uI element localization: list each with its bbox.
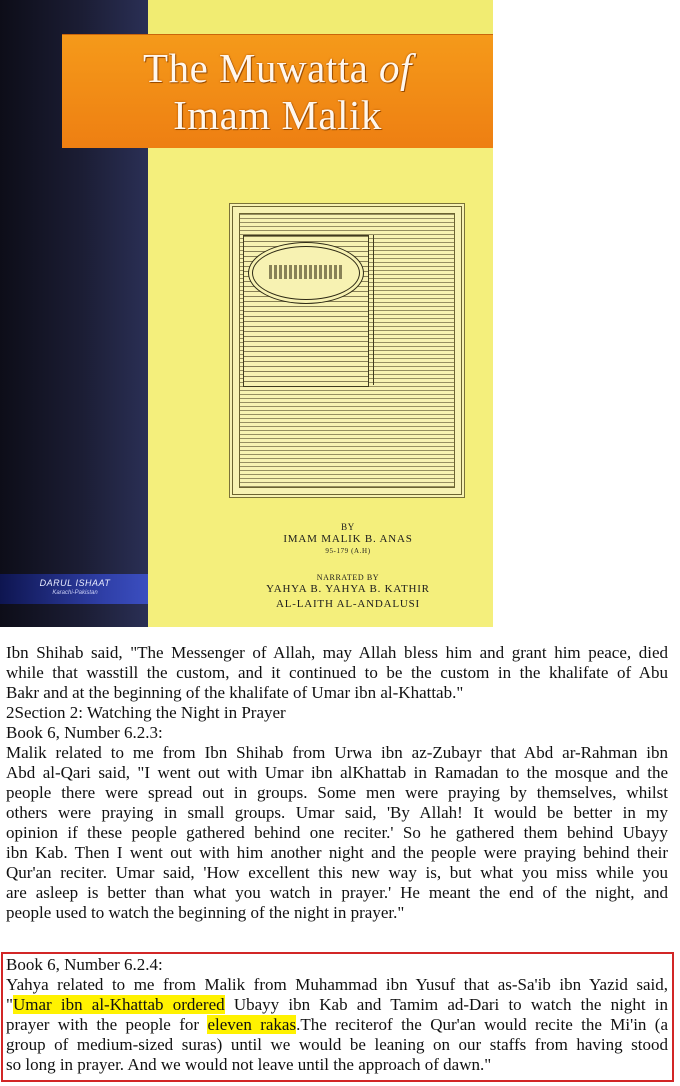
- text-fragment: prayer with the people for: [6, 1015, 208, 1034]
- manuscript-left-panel: [243, 235, 369, 387]
- publisher-location: Karachi-Pakistan: [52, 590, 98, 596]
- document-text: [6, 643, 668, 923]
- text-line: people used to watch the beginning of the night in prayer.": [6, 903, 405, 922]
- text-line: others were praying in small groups. Umar said, 'By Allah! It would be better in my: [6, 803, 668, 822]
- text-line: opinion if these people gathered behind one reciter.' So he gathered them behind Ubayy: [6, 823, 668, 842]
- text-fragment: ": [6, 995, 13, 1014]
- highlighted-phrase: eleven rakas: [207, 1015, 297, 1034]
- text-line: ibn Kab. Then I went out with him another night and the people were praying behind their: [6, 843, 668, 862]
- manuscript-oval-cartouche: [252, 246, 360, 300]
- text-line: Abd al-Qari said, "I went out with Umar ibn alKhattab in Ramadan to the mosque and the: [6, 763, 668, 782]
- cover-narrator-line2: AL-LAITH AL-ANDALUSI: [275, 598, 420, 610]
- text-line: Bakr and at the beginning of the khalifate of Umar ibn al-Khattab.": [6, 683, 464, 702]
- text-line: Yahya related to me from Malik from Muhammad ibn Yusuf that as-Sa'ib ibn Yazid said,: [6, 975, 668, 994]
- paragraph-ibn-shihab: [6, 643, 668, 703]
- boxed-passage: [6, 955, 668, 1075]
- cover-title-line1: [62, 47, 493, 89]
- manuscript-right-column: [373, 235, 440, 385]
- text-line: group of medium-sized suras) until we would be leaning on our staffs from having stood: [6, 1035, 668, 1054]
- text-line: Ibn Shihab said, "The Messenger of Allah, may Allah bless him and grant him peace, died: [6, 643, 668, 662]
- text-line: [6, 995, 668, 1015]
- manuscript-page-illustration: [232, 206, 462, 495]
- cover-title-line2: Imam Malik: [173, 92, 382, 138]
- cover-title-text: The Muwatta: [143, 45, 380, 91]
- book-reference: Book 6, Number 6.2.3:: [6, 723, 163, 742]
- book-cover-image: [0, 0, 493, 627]
- text-line: are asleep is better than what you watch in prayer.' He meant the end of the night, and: [6, 883, 668, 902]
- text-line: Qur'an reciter. Umar said, 'How excellent this new way is, but what you miss while you: [6, 863, 668, 882]
- text-fragment: Ubayy ibn Kab and Tamim ad-Dari to watch the night in: [224, 995, 668, 1014]
- text-line: [6, 1015, 668, 1035]
- text-line: Malik related to me from Ibn Shihab from Urwa ibn az-Zubayr that Abd ar-Rahman ibn: [6, 743, 668, 762]
- book-reference: Book 6, Number 6.2.4:: [6, 955, 163, 974]
- publisher-strip: [0, 574, 148, 604]
- text-fragment: .The reciterof the Qur'an would recite the Mi'in (a: [296, 1015, 669, 1034]
- highlighted-phrase: Umar ibn al-Khattab ordered: [12, 995, 225, 1014]
- section-heading: 2Section 2: Watching the Night in Prayer: [6, 703, 286, 722]
- cover-by-label: BY: [341, 522, 355, 532]
- text-line: while that wasstill the custom, and it continued to be the custom in the khalifate of Abu: [6, 663, 668, 682]
- cover-author: IMAM MALIK B. ANAS: [283, 533, 413, 545]
- paragraph-malik-related: [6, 743, 668, 923]
- text-line: so long in prayer. And we would not leave until the approach of dawn.": [6, 1055, 492, 1074]
- publisher-name: DARUL ISHAAT: [39, 578, 111, 588]
- cover-title-of: of: [379, 45, 412, 91]
- cover-title-band: [62, 34, 493, 148]
- cover-narrator-line1: YAHYA B. YAHYA B. KATHIR: [266, 583, 430, 595]
- cover-top-band: [148, 0, 493, 34]
- text-line: people there were spread out in groups. Some men were praying by themselves, whilst: [6, 783, 668, 802]
- cover-author-dates: 95-179 (A.H): [325, 547, 371, 555]
- cover-narrated-by-label: NARRATED BY: [316, 573, 380, 582]
